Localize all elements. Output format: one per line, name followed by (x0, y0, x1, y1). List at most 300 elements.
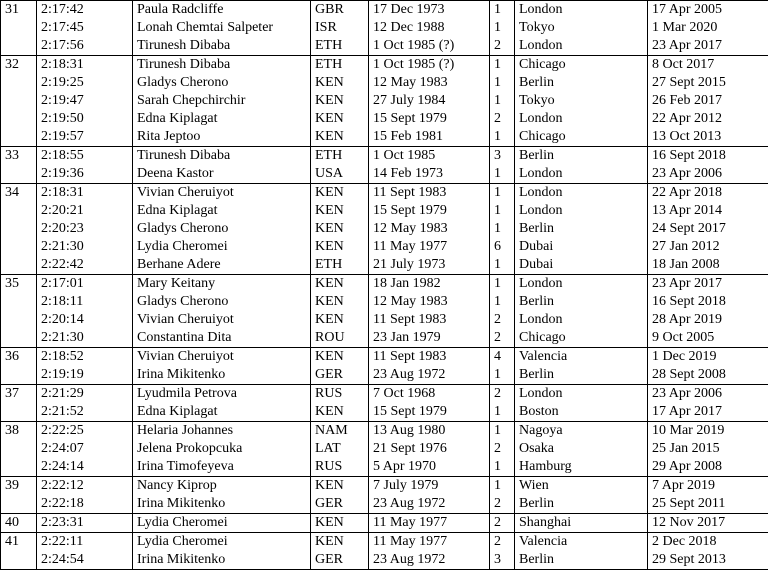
time-cell (37, 56, 133, 147)
race-date-cell (648, 147, 768, 184)
nationality-entry: KEN (315, 293, 368, 311)
position-cell (490, 275, 515, 348)
age-cell (1, 275, 37, 348)
athlete-name-entry: Berhane Adere (137, 256, 310, 274)
age-group-row (1, 514, 768, 533)
race-date-cell (648, 514, 768, 533)
race-date-entry: 9 Oct 2005 (652, 329, 768, 347)
age-label: 37 (5, 385, 36, 403)
age-group-row (1, 422, 768, 477)
race-date-entry: 22 Apr 2018 (652, 184, 768, 202)
race-date-entry: 25 Sept 2011 (652, 495, 768, 513)
race-date-cell (648, 1, 768, 56)
age-cell (1, 533, 37, 570)
position-entry: 2 (494, 533, 514, 551)
time-cell (37, 533, 133, 570)
nationality-entry: KEN (315, 275, 368, 293)
race-date-entry: 29 Sept 2013 (652, 551, 768, 569)
nationality-cell (311, 1, 369, 56)
position-entry: 1 (494, 184, 514, 202)
birth-date-entry: 13 Aug 1980 (373, 422, 489, 440)
nationality-entry: KEN (315, 238, 368, 256)
venue-entry: Wien (519, 477, 647, 495)
venue-entry: London (519, 275, 647, 293)
birth-date-entry: 17 Dec 1973 (373, 1, 489, 19)
position-cell (490, 422, 515, 477)
nationality-entry: USA (315, 165, 368, 183)
nationality-cell (311, 477, 369, 514)
birth-date-entry: 7 Oct 1968 (373, 385, 489, 403)
time-entry: 2:17:45 (41, 19, 132, 37)
venue-cell (515, 477, 648, 514)
athlete-name-cell (133, 385, 311, 422)
position-cell (490, 184, 515, 275)
venue-entry: London (519, 385, 647, 403)
birth-date-entry: 12 Dec 1988 (373, 19, 489, 37)
position-entry: 1 (494, 422, 514, 440)
athlete-name-entry: Tirunesh Dibaba (137, 37, 310, 55)
time-entry: 2:21:30 (41, 238, 132, 256)
age-label: 34 (5, 184, 36, 202)
venue-entry: Osaka (519, 440, 647, 458)
venue-cell (515, 147, 648, 184)
venue-entry: Berlin (519, 366, 647, 384)
birth-date-entry: 27 July 1984 (373, 92, 489, 110)
nationality-entry: KEN (315, 477, 368, 495)
position-cell (490, 533, 515, 570)
age-group-row (1, 275, 768, 348)
athlete-name-entry: Tirunesh Dibaba (137, 56, 310, 74)
birth-date-cell (369, 184, 490, 275)
race-date-cell (648, 385, 768, 422)
race-date-cell (648, 477, 768, 514)
time-cell (37, 275, 133, 348)
position-cell (490, 514, 515, 533)
time-entry: 2:19:25 (41, 74, 132, 92)
time-entry: 2:22:25 (41, 422, 132, 440)
position-entry: 2 (494, 495, 514, 513)
race-date-cell (648, 275, 768, 348)
venue-entry: Valencia (519, 533, 647, 551)
athlete-name-entry: Vivian Cheruiyot (137, 348, 310, 366)
position-cell (490, 348, 515, 385)
position-entry: 1 (494, 1, 514, 19)
athlete-name-cell (133, 514, 311, 533)
nationality-entry: ETH (315, 147, 368, 165)
position-entry: 3 (494, 147, 514, 165)
birth-date-entry: 5 Apr 1970 (373, 458, 489, 476)
age-group-row (1, 56, 768, 147)
birth-date-entry: 12 May 1983 (373, 293, 489, 311)
age-cell (1, 1, 37, 56)
nationality-entry: GER (315, 366, 368, 384)
athlete-name-cell (133, 533, 311, 570)
time-entry: 2:19:57 (41, 128, 132, 146)
venue-entry: Shanghai (519, 514, 647, 532)
time-cell (37, 422, 133, 477)
position-entry: 2 (494, 37, 514, 55)
nationality-cell (311, 533, 369, 570)
age-cell (1, 422, 37, 477)
race-date-entry: 27 Sept 2015 (652, 74, 768, 92)
athlete-name-entry: Irina Mikitenko (137, 551, 310, 569)
race-date-cell (648, 184, 768, 275)
age-cell (1, 56, 37, 147)
nationality-cell (311, 275, 369, 348)
nationality-entry: KEN (315, 533, 368, 551)
age-label: 31 (5, 1, 36, 19)
birth-date-cell (369, 275, 490, 348)
race-date-entry: 23 Apr 2017 (652, 275, 768, 293)
nationality-cell (311, 56, 369, 147)
age-group-row (1, 533, 768, 570)
position-entry: 1 (494, 477, 514, 495)
venue-entry: Berlin (519, 551, 647, 569)
nationality-entry: GER (315, 495, 368, 513)
athlete-name-cell (133, 422, 311, 477)
venue-entry: London (519, 184, 647, 202)
time-entry: 2:17:42 (41, 1, 132, 19)
birth-date-entry: 23 Aug 1972 (373, 366, 489, 384)
venue-entry: Dubai (519, 238, 647, 256)
nationality-entry: KEN (315, 74, 368, 92)
race-date-entry: 12 Nov 2017 (652, 514, 768, 532)
venue-entry: London (519, 37, 647, 55)
birth-date-cell (369, 385, 490, 422)
birth-date-entry: 21 July 1973 (373, 256, 489, 274)
athlete-name-entry: Lyudmila Petrova (137, 385, 310, 403)
birth-date-cell (369, 1, 490, 56)
birth-date-entry: 7 July 1979 (373, 477, 489, 495)
birth-date-entry: 12 May 1983 (373, 74, 489, 92)
nationality-entry: KEN (315, 220, 368, 238)
time-entry: 2:19:47 (41, 92, 132, 110)
race-date-entry: 28 Apr 2019 (652, 311, 768, 329)
nationality-entry: GER (315, 551, 368, 569)
athlete-name-entry: Lydia Cheromei (137, 514, 310, 532)
age-cell (1, 348, 37, 385)
birth-date-cell (369, 147, 490, 184)
birth-date-entry: 1 Oct 1985 (?) (373, 37, 489, 55)
athlete-name-entry: Edna Kiplagat (137, 403, 310, 421)
position-entry: 1 (494, 74, 514, 92)
race-date-entry: 7 Apr 2019 (652, 477, 768, 495)
race-date-entry: 16 Sept 2018 (652, 293, 768, 311)
nationality-entry: KEN (315, 110, 368, 128)
time-entry: 2:18:31 (41, 56, 132, 74)
athlete-name-entry: Vivian Cheruiyot (137, 184, 310, 202)
age-cell (1, 514, 37, 533)
nationality-entry: NAM (315, 422, 368, 440)
athlete-name-cell (133, 275, 311, 348)
venue-entry: Chicago (519, 128, 647, 146)
athlete-name-cell (133, 1, 311, 56)
position-entry: 1 (494, 92, 514, 110)
race-date-entry: 24 Sept 2017 (652, 220, 768, 238)
athlete-name-cell (133, 147, 311, 184)
race-date-cell (648, 348, 768, 385)
nationality-entry: KEN (315, 202, 368, 220)
race-date-cell (648, 422, 768, 477)
position-entry: 4 (494, 348, 514, 366)
age-label: 41 (5, 533, 36, 551)
time-entry: 2:22:18 (41, 495, 132, 513)
age-label: 33 (5, 147, 36, 165)
nationality-entry: ISR (315, 19, 368, 37)
race-date-cell (648, 533, 768, 570)
athlete-name-entry: Jelena Prokopcuka (137, 440, 310, 458)
race-date-entry: 13 Apr 2014 (652, 202, 768, 220)
nationality-cell (311, 147, 369, 184)
time-entry: 2:17:01 (41, 275, 132, 293)
nationality-entry: KEN (315, 403, 368, 421)
venue-cell (515, 275, 648, 348)
time-entry: 2:17:56 (41, 37, 132, 55)
athlete-name-entry: Helaria Johannes (137, 422, 310, 440)
birth-date-cell (369, 348, 490, 385)
nationality-entry: KEN (315, 348, 368, 366)
nationality-entry: KEN (315, 311, 368, 329)
race-date-entry: 22 Apr 2012 (652, 110, 768, 128)
position-cell (490, 56, 515, 147)
race-date-entry: 28 Sept 2008 (652, 366, 768, 384)
age-label: 39 (5, 477, 36, 495)
athlete-name-entry: Tirunesh Dibaba (137, 147, 310, 165)
race-date-entry: 27 Jan 2012 (652, 238, 768, 256)
nationality-entry: ETH (315, 37, 368, 55)
birth-date-entry: 21 Sept 1976 (373, 440, 489, 458)
time-cell (37, 1, 133, 56)
age-cell (1, 385, 37, 422)
position-entry: 2 (494, 440, 514, 458)
nationality-entry: LAT (315, 440, 368, 458)
venue-cell (515, 514, 648, 533)
venue-entry: London (519, 1, 647, 19)
birth-date-entry: 11 May 1977 (373, 514, 489, 532)
time-entry: 2:20:14 (41, 311, 132, 329)
athlete-name-entry: Rita Jeptoo (137, 128, 310, 146)
age-group-row (1, 147, 768, 184)
athlete-name-cell (133, 477, 311, 514)
time-entry: 2:22:42 (41, 256, 132, 274)
time-entry: 2:24:07 (41, 440, 132, 458)
age-group-row (1, 184, 768, 275)
venue-entry: London (519, 311, 647, 329)
time-cell (37, 477, 133, 514)
time-entry: 2:24:14 (41, 458, 132, 476)
nationality-cell (311, 514, 369, 533)
birth-date-entry: 23 Jan 1979 (373, 329, 489, 347)
age-cell (1, 477, 37, 514)
venue-cell (515, 184, 648, 275)
athlete-name-entry: Irina Mikitenko (137, 366, 310, 384)
position-cell (490, 477, 515, 514)
nationality-entry: KEN (315, 514, 368, 532)
nationality-cell (311, 422, 369, 477)
nationality-cell (311, 184, 369, 275)
athlete-name-entry: Gladys Cherono (137, 220, 310, 238)
age-group-row (1, 385, 768, 422)
position-entry: 1 (494, 165, 514, 183)
age-label: 36 (5, 348, 36, 366)
time-entry: 2:22:12 (41, 477, 132, 495)
time-entry: 2:18:55 (41, 147, 132, 165)
race-date-entry: 17 Apr 2017 (652, 403, 768, 421)
race-date-entry: 1 Dec 2019 (652, 348, 768, 366)
birth-date-entry: 11 May 1977 (373, 533, 489, 551)
nationality-entry: KEN (315, 184, 368, 202)
position-entry: 1 (494, 293, 514, 311)
birth-date-entry: 11 Sept 1983 (373, 311, 489, 329)
birth-date-entry: 15 Sept 1979 (373, 403, 489, 421)
athlete-name-entry: Irina Mikitenko (137, 495, 310, 513)
venue-cell (515, 385, 648, 422)
age-label: 32 (5, 56, 36, 74)
position-entry: 2 (494, 385, 514, 403)
race-date-entry: 23 Apr 2017 (652, 37, 768, 55)
position-entry: 1 (494, 256, 514, 274)
athlete-name-entry: Sarah Chepchirchir (137, 92, 310, 110)
race-date-entry: 13 Oct 2013 (652, 128, 768, 146)
position-entry: 1 (494, 458, 514, 476)
position-entry: 1 (494, 202, 514, 220)
birth-date-entry: 18 Jan 1982 (373, 275, 489, 293)
time-entry: 2:22:11 (41, 533, 132, 551)
position-entry: 3 (494, 551, 514, 569)
time-cell (37, 147, 133, 184)
athlete-name-entry: Constantina Dita (137, 329, 310, 347)
nationality-entry: RUS (315, 385, 368, 403)
venue-entry: Nagoya (519, 422, 647, 440)
birth-date-entry: 15 Sept 1979 (373, 202, 489, 220)
age-cell (1, 147, 37, 184)
position-entry: 1 (494, 220, 514, 238)
race-date-entry: 25 Jan 2015 (652, 440, 768, 458)
athlete-name-entry: Irina Timofeyeva (137, 458, 310, 476)
athlete-name-entry: Lydia Cheromei (137, 533, 310, 551)
venue-cell (515, 422, 648, 477)
birth-date-entry: 15 Sept 1979 (373, 110, 489, 128)
time-cell (37, 184, 133, 275)
race-date-entry: 23 Apr 2006 (652, 385, 768, 403)
venue-entry: London (519, 110, 647, 128)
time-entry: 2:18:31 (41, 184, 132, 202)
time-entry: 2:24:54 (41, 551, 132, 569)
race-date-entry: 18 Jan 2008 (652, 256, 768, 274)
time-entry: 2:18:11 (41, 293, 132, 311)
venue-entry: Berlin (519, 147, 647, 165)
position-cell (490, 385, 515, 422)
position-entry: 2 (494, 329, 514, 347)
race-date-cell (648, 56, 768, 147)
race-date-entry: 23 Apr 2006 (652, 165, 768, 183)
race-date-entry: 8 Oct 2017 (652, 56, 768, 74)
venue-entry: Tokyo (519, 19, 647, 37)
athlete-name-entry: Vivian Cheruiyot (137, 311, 310, 329)
time-cell (37, 385, 133, 422)
birth-date-entry: 11 Sept 1983 (373, 348, 489, 366)
age-label: 38 (5, 422, 36, 440)
race-date-entry: 16 Sept 2018 (652, 147, 768, 165)
race-date-entry: 17 Apr 2005 (652, 1, 768, 19)
nationality-entry: RUS (315, 458, 368, 476)
athlete-name-entry: Nancy Kiprop (137, 477, 310, 495)
venue-cell (515, 533, 648, 570)
nationality-entry: KEN (315, 92, 368, 110)
venue-entry: Valencia (519, 348, 647, 366)
nationality-entry: ETH (315, 56, 368, 74)
birth-date-cell (369, 56, 490, 147)
venue-entry: Chicago (519, 56, 647, 74)
venue-entry: Hamburg (519, 458, 647, 476)
time-entry: 2:21:52 (41, 403, 132, 421)
time-entry: 2:18:52 (41, 348, 132, 366)
time-cell (37, 348, 133, 385)
position-entry: 1 (494, 128, 514, 146)
nationality-entry: ETH (315, 256, 368, 274)
birth-date-entry: 1 Oct 1985 (?) (373, 56, 489, 74)
venue-entry: Berlin (519, 495, 647, 513)
venue-entry: Chicago (519, 329, 647, 347)
age-group-row (1, 1, 768, 56)
athlete-name-entry: Mary Keitany (137, 275, 310, 293)
position-entry: 2 (494, 110, 514, 128)
nationality-entry: GBR (315, 1, 368, 19)
age-label: 35 (5, 275, 36, 293)
age-label: 40 (5, 514, 36, 532)
position-entry: 6 (494, 238, 514, 256)
birth-date-cell (369, 533, 490, 570)
athlete-name-entry: Deena Kastor (137, 165, 310, 183)
birth-date-entry: 23 Aug 1972 (373, 495, 489, 513)
race-date-entry: 10 Mar 2019 (652, 422, 768, 440)
venue-entry: Dubai (519, 256, 647, 274)
athlete-name-entry: Lydia Cheromei (137, 238, 310, 256)
time-entry: 2:21:29 (41, 385, 132, 403)
birth-date-cell (369, 514, 490, 533)
venue-entry: London (519, 202, 647, 220)
age-group-row (1, 348, 768, 385)
position-cell (490, 1, 515, 56)
athlete-name-entry: Edna Kiplagat (137, 202, 310, 220)
birth-date-entry: 11 Sept 1983 (373, 184, 489, 202)
age-group-row (1, 477, 768, 514)
position-cell (490, 147, 515, 184)
athlete-name-entry: Gladys Cherono (137, 293, 310, 311)
venue-entry: Berlin (519, 293, 647, 311)
birth-date-entry: 15 Feb 1981 (373, 128, 489, 146)
time-entry: 2:23:31 (41, 514, 132, 532)
athlete-name-cell (133, 56, 311, 147)
nationality-entry: KEN (315, 128, 368, 146)
age-cell (1, 184, 37, 275)
position-entry: 1 (494, 19, 514, 37)
birth-date-entry: 12 May 1983 (373, 220, 489, 238)
position-entry: 2 (494, 311, 514, 329)
athlete-name-entry: Gladys Cherono (137, 74, 310, 92)
birth-date-cell (369, 422, 490, 477)
position-entry: 1 (494, 366, 514, 384)
time-entry: 2:20:23 (41, 220, 132, 238)
venue-entry: Tokyo (519, 92, 647, 110)
nationality-entry: ROU (315, 329, 368, 347)
race-date-entry: 29 Apr 2008 (652, 458, 768, 476)
athlete-name-cell (133, 184, 311, 275)
time-entry: 2:21:30 (41, 329, 132, 347)
athlete-name-entry: Paula Radcliffe (137, 1, 310, 19)
time-entry: 2:19:50 (41, 110, 132, 128)
venue-entry: Boston (519, 403, 647, 421)
